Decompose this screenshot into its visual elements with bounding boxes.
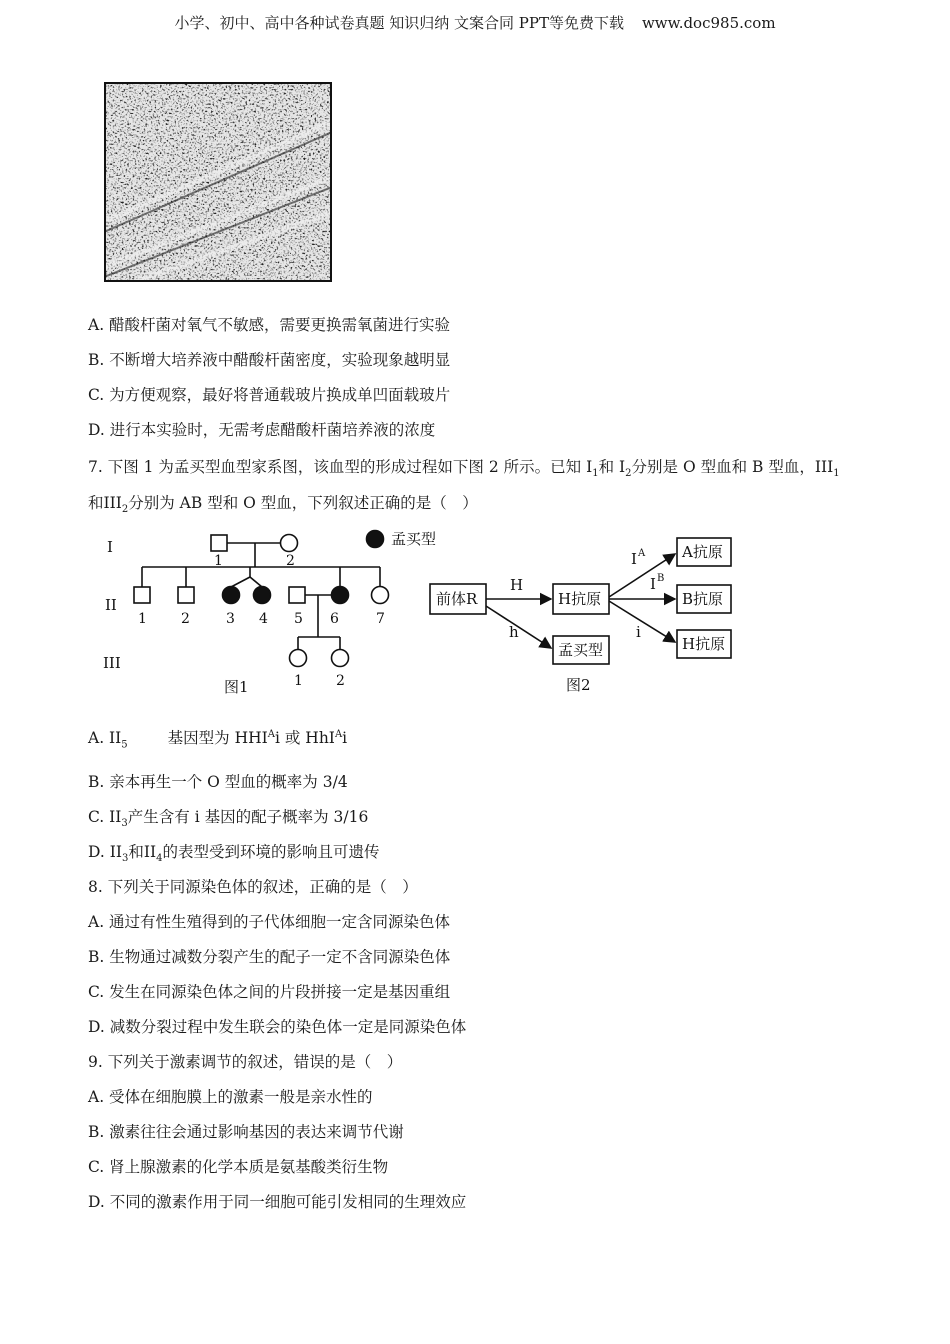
- legend-label: 孟买型: [391, 530, 437, 548]
- q6-option-a: A. 醋酸杆菌对氧气不敏感，需要更换需氧菌进行实验: [88, 316, 451, 334]
- svg-text:H抗原: H抗原: [558, 590, 602, 608]
- pedigree-figure-1: [95, 525, 455, 700]
- pedigree-ii7-female: [372, 587, 389, 604]
- svg-text:A: A: [638, 548, 646, 559]
- q8-option-c: C. 发生在同源染色体之间的片段拼接一定是基因重组: [88, 983, 451, 1001]
- svg-text:6: 6: [330, 611, 339, 627]
- label-h: h: [509, 623, 519, 641]
- pedigree-ii6-affected: [332, 587, 349, 604]
- svg-text:1: 1: [294, 673, 303, 689]
- q8-option-a: A. 通过有性生殖得到的子代体细胞一定含同源染色体: [88, 913, 451, 931]
- label-IA: [631, 548, 646, 568]
- svg-text:B抗原: B抗原: [682, 590, 724, 608]
- gen-label-i: I: [107, 538, 113, 556]
- q7-option-d: D. $II_3$和$II_4$的表型受到环境的影响且可遗传: [88, 843, 380, 865]
- q7-option-b: B. 亲本再生一个 O 型血的概率为 3/4: [88, 773, 348, 791]
- svg-text:2: 2: [181, 611, 190, 627]
- svg-text:I: I: [650, 575, 656, 593]
- figure-1-caption: 图1: [224, 678, 249, 696]
- svg-text:前体R: 前体R: [436, 590, 478, 608]
- q8-option-d: D. 减数分裂过程中发生联会的染色体一定是同源染色体: [88, 1018, 467, 1036]
- q7-option-a: A. $II_5$ 基因型为 $HHI^Ai$ 或 HhI$^A$i: [88, 729, 348, 751]
- svg-text:I: I: [631, 550, 637, 568]
- q9-stem: 9. 下列关于激素调节的叙述，错误的是（ ）: [88, 1053, 403, 1071]
- q9-option-a: A. 受体在细胞膜上的激素一般是亲水性的: [88, 1088, 373, 1106]
- pedigree-ii5-male: [289, 587, 305, 603]
- label-H: H: [510, 576, 524, 594]
- page-header: [0, 12, 950, 33]
- num-i1: 1: [214, 553, 223, 569]
- svg-text:2: 2: [336, 673, 345, 689]
- microscope-photo: [104, 82, 332, 282]
- svg-text:3: 3: [226, 611, 235, 627]
- antigen-pathway-figure-2: [425, 530, 745, 700]
- pedigree-ii4-affected: [254, 587, 271, 604]
- svg-text:1: 1: [138, 611, 147, 627]
- q6-option-d: D. 进行本实验时，无需考虑醋酸杆菌培养液的浓度: [88, 421, 436, 439]
- q8-stem: 8. 下列关于同源染色体的叙述，正确的是（ ）: [88, 878, 418, 896]
- q6-option-c: C. 为方便观察，最好将普通载玻片换成单凹面载玻片: [88, 386, 451, 404]
- gen-label-iii: III: [103, 654, 121, 672]
- pedigree-ii1-male: [134, 587, 150, 603]
- svg-text:4: 4: [259, 611, 268, 627]
- q7-stem-line2: 和$III_2$分别为 AB 型和 O 型血，下列叙述正确的是（ ）: [88, 494, 478, 516]
- svg-text:H抗原: H抗原: [682, 635, 726, 653]
- q6-option-b: B. 不断增大培养液中醋酸杆菌密度，实验现象越明显: [88, 351, 451, 369]
- header-url[interactable]: www.doc985.com: [641, 14, 776, 32]
- pedigree-iii2-female: [332, 650, 349, 667]
- num-i2: 2: [286, 553, 295, 569]
- q9-option-d: D. 不同的激素作用于同一细胞可能引发相同的生理效应: [88, 1193, 467, 1211]
- svg-text:A抗原: A抗原: [682, 543, 723, 561]
- label-IB: [650, 573, 664, 593]
- pedigree-i2-female: [281, 535, 298, 552]
- q9-option-c: C. 肾上腺激素的化学本质是氨基酸类衍生物: [88, 1158, 389, 1176]
- svg-text:5: 5: [294, 611, 303, 627]
- label-i: i: [636, 623, 641, 641]
- pedigree-i1-male: [211, 535, 227, 551]
- figure-2-caption: 图2: [566, 676, 591, 694]
- header-text: 小学、初中、高中各种试卷真题 知识归纳 文案合同 PPT等免费下载: [174, 14, 624, 32]
- q7-option-c: C. $II_3$产生含有 i 基因的配子概率为 3/16: [88, 808, 369, 830]
- pedigree-iii1-female: [290, 650, 307, 667]
- q7-stem-line1: 7. 下图 1 为孟买型血型家系图，该血型的形成过程如下图 2 所示。已知 $I_1$和 $I_2$分别是 O 型血和 B 型血，$III_1$: [88, 458, 840, 480]
- gen-label-ii: II: [105, 596, 117, 614]
- q9-option-b: B. 激素往往会通过影响基因的表达来调节代谢: [88, 1123, 404, 1141]
- q8-option-b: B. 生物通过减数分裂产生的配子一定不含同源染色体: [88, 948, 451, 966]
- svg-text:7: 7: [376, 611, 385, 627]
- pedigree-ii2-male: [178, 587, 194, 603]
- pedigree-ii3-affected: [223, 587, 240, 604]
- legend-affected-symbol: [367, 531, 384, 548]
- svg-text:B: B: [657, 573, 665, 584]
- svg-text:孟买型: 孟买型: [558, 641, 604, 659]
